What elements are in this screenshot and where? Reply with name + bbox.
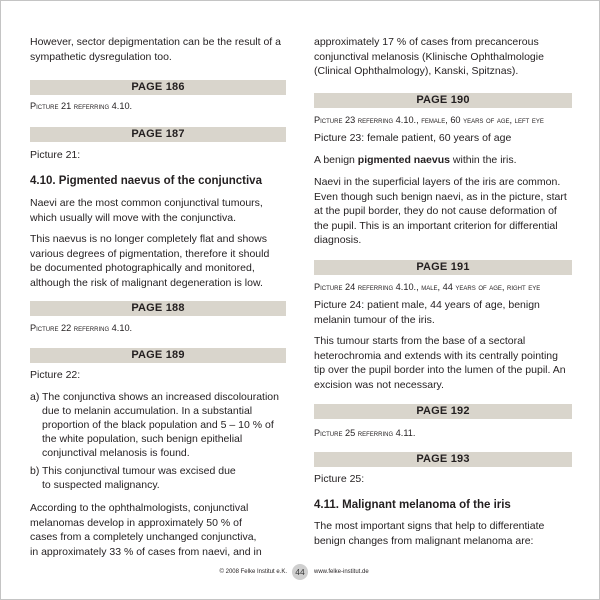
body-paragraph: [30, 501, 262, 559]
page-reference-band-191: [314, 260, 572, 275]
text-line: in approximately 33 % of cases from naevi, and in: [30, 545, 262, 558]
picture-reference-caption: Picture 21 referring 4.10.: [30, 101, 133, 111]
page-reference-band-192: [314, 404, 572, 419]
text-line: various degrees of pigmentation, therefore it should: [30, 247, 270, 260]
text-line: melanin tumour of the iris.: [314, 313, 435, 326]
text-line: conjunctival melanosis is found.: [42, 447, 190, 459]
text-line: although the risk of malignant degeneration is low.: [30, 276, 263, 289]
text-line: This conjunctival tumour was excised due: [42, 465, 236, 477]
text-line: However, sector depigmentation can be the result of a: [30, 36, 281, 48]
text-line: sympathetic dysregulation too.: [30, 50, 172, 63]
page-reference-band-187: [30, 127, 286, 142]
text-line: This tumour starts from the base of a sectoral: [314, 335, 526, 347]
picture-label: Picture 21:: [30, 149, 81, 161]
text-line: Even though such benign naevi, as in the picture, start: [314, 190, 567, 203]
text-line: benign changes from malignant melanoma are:: [314, 534, 534, 547]
text-segment: within the iris.: [450, 154, 517, 166]
text-line: conjunctival melanosis (Klinische Ophthalmologie: [314, 50, 544, 63]
page-reference-band-193: [314, 452, 572, 467]
text-line: melanomas develop in approximately 50 % of: [30, 516, 242, 529]
body-paragraph: [30, 232, 269, 290]
text-line: (Clinical Ophthalmology), Kanski, Spitznas).: [314, 65, 519, 77]
list-item-b: [30, 464, 236, 492]
text-line: The conjunctiva shows an increased discolouration: [42, 391, 279, 403]
picture-label: [314, 298, 540, 327]
text-line: which usually will move with the conjunctiva.: [30, 211, 237, 224]
picture-label: Picture 25:: [314, 473, 365, 485]
page-reference-label: PAGE 186: [131, 81, 185, 93]
page-number-badge: [292, 564, 308, 580]
text-line: heterochromia and extends with its centrally pointing: [314, 349, 558, 362]
bold-term: pigmented naevus: [357, 154, 450, 166]
text-line: According to the ophthalmologists, conjunctival: [30, 502, 249, 514]
list-marker: a): [30, 391, 40, 403]
page-reference-label: PAGE 189: [131, 349, 185, 361]
text-line: excision was not necessary.: [314, 378, 444, 391]
page-reference-band-189: [30, 348, 286, 363]
left-column: [30, 0, 286, 600]
picture-reference-caption: Picture 23 referring 4.10., female, 60 years of age, left eye: [314, 115, 544, 125]
section-heading: 4.10. Pigmented naevus of the conjunctiva: [30, 175, 262, 187]
picture-reference-caption: Picture 25 referring 4.11.: [314, 428, 416, 438]
text-line: at the pupil border, they do not cause deformation of: [314, 205, 557, 217]
text-line: Picture 24: patient male, 44 years of age, benign: [314, 299, 540, 311]
text-line: proportion of the black population and 5 – 10 % of: [42, 419, 274, 431]
list-marker: b): [30, 465, 40, 477]
section-heading: 4.11. Malignant melanoma of the iris: [314, 499, 511, 511]
continuation-paragraph: [314, 35, 544, 79]
text-line: the pupil. This is an important criterion for differential: [314, 219, 558, 232]
page-reference-label: PAGE 188: [131, 302, 185, 314]
body-paragraph: [314, 175, 567, 248]
intro-paragraph: [30, 35, 281, 64]
page-reference-label: PAGE 192: [416, 405, 470, 417]
picture-label: Picture 23: female patient, 60 years of age: [314, 132, 512, 144]
text-line: Naevi in the superficial layers of the iris are common.: [314, 176, 561, 188]
page-reference-label: PAGE 193: [416, 453, 470, 465]
text-line: The most important signs that help to differentiate: [314, 520, 545, 532]
page-reference-label: PAGE 187: [131, 128, 185, 140]
page-reference-band-186: [30, 80, 286, 95]
text-segment: A benign: [314, 154, 358, 166]
text-line: approximately 17 % of cases from precancerous: [314, 36, 539, 48]
right-column: [314, 0, 572, 600]
text-line: the white population, such benign epithelial: [42, 433, 243, 445]
list-item-a: [30, 390, 279, 460]
page-reference-band-188: [30, 301, 286, 316]
picture-reference-caption: Picture 22 referring 4.10.: [30, 323, 133, 333]
page-reference-band-190: [314, 93, 572, 108]
text-line: to suspected malignancy.: [42, 479, 160, 491]
text-line: cases from a completely unchanged conjunctiva,: [30, 531, 257, 543]
highlight-paragraph: [314, 153, 517, 168]
text-line: be documented photographically and monitored,: [30, 262, 255, 274]
text-line: due to melanin accumulation. In a substantial: [42, 405, 253, 417]
text-line: Naevi are the most common conjunctival tumours,: [30, 197, 263, 209]
footer-copyright: © 2008 Felke Institut e.K.: [219, 569, 287, 575]
picture-reference-caption: Picture 24 referring 4.10., male, 44 years of age, right eye: [314, 282, 541, 292]
footer-website: www.felke-institut.de: [314, 569, 369, 575]
picture-label: Picture 22:: [30, 369, 81, 381]
text-line: diagnosis.: [314, 234, 362, 246]
body-paragraph: [314, 334, 566, 392]
text-line: This naevus is no longer completely flat and shows: [30, 233, 267, 245]
body-paragraph: [30, 196, 263, 225]
text-line: tip over the pupil border into the lumen of the pupil. An: [314, 364, 566, 376]
page-number: 44: [295, 567, 305, 577]
body-paragraph: [314, 519, 544, 548]
page-reference-label: PAGE 190: [416, 94, 470, 106]
page-reference-label: PAGE 191: [416, 261, 470, 273]
